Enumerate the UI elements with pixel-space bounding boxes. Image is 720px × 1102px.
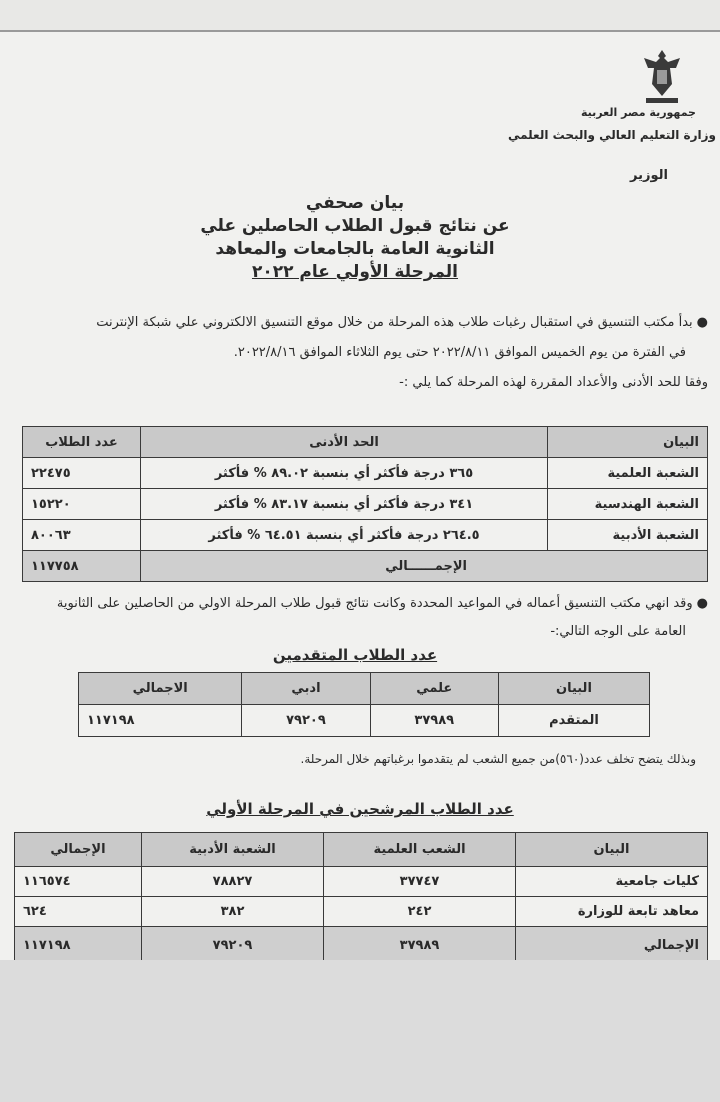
row-total: ٦٢٤ — [15, 897, 142, 927]
title-line-3: الثانوية العامة بالجامعات والمعاهد — [215, 239, 495, 259]
row-science: ٣٧٧٤٧ — [324, 867, 516, 897]
para1-line3-wrap — [12, 368, 708, 398]
col-header-science: علمي — [370, 673, 498, 705]
table-row — [23, 458, 708, 489]
table-total-row — [15, 927, 708, 965]
title-line-4: المرحلة الأولي عام ٢٠٢٢ — [251, 262, 459, 282]
nominees-table — [14, 832, 708, 965]
table-total-row — [23, 551, 708, 582]
minister-label: الوزير — [630, 168, 668, 183]
col-header-min: الحد الأدنى — [141, 427, 548, 458]
col-header-arts: الشعبة الأدبية — [141, 833, 323, 867]
table-row — [15, 867, 708, 897]
row-min-score: ٣٤١ درجة فأكثر أي بنسبة ٨٣.١٧ % فأكثر — [141, 489, 548, 520]
row-science: ٣٧٩٨٩ — [324, 927, 516, 965]
row-label: كليات جامعية — [516, 867, 708, 897]
col-header-arts: ادبي — [242, 673, 370, 705]
row-count: ٨٠٠٦٣ — [23, 520, 141, 551]
row-label: المتقدم — [498, 705, 649, 737]
col-header-count: عدد الطلاب — [23, 427, 141, 458]
table-row — [79, 705, 650, 737]
row-min-score: ٣٦٥ درجة فأكثر أي بنسبة ٨٩.٠٢ % فأكثر — [141, 458, 548, 489]
row-total: ١١٧١٩٨ — [15, 927, 142, 965]
min-scores-table — [22, 426, 708, 582]
table-row — [23, 520, 708, 551]
row-min-score: ٢٦٤.٥ درجة فأكثر أي بنسبة ٦٤.٥١ % فأكثر — [141, 520, 548, 551]
row-arts: ٣٨٢ — [141, 897, 323, 927]
col-header-science: الشعب العلمية — [324, 833, 516, 867]
ministry-line-1: جمهورية مصر العربية — [581, 106, 696, 119]
table-row — [15, 897, 708, 927]
press-release-title — [200, 192, 510, 284]
row-label: الإجمالي — [516, 927, 708, 965]
table-header-row — [15, 833, 708, 867]
para1-line1: بدأ مكتب التنسيق في استقبال رغبات طلاب هذه المرحلة من خلال موقع التنسيق الالكتروني علي شبكة الإنترنت — [96, 315, 693, 330]
col-header-statement: البيان — [498, 673, 649, 705]
row-arts: ٧٩٢٠٩ — [242, 705, 370, 737]
row-count: ١٥٢٢٠ — [23, 489, 141, 520]
row-science: ٣٧٩٨٩ — [370, 705, 498, 737]
table-header-row — [79, 673, 650, 705]
row-label: الشعبة الأدبية — [548, 520, 708, 551]
paragraph-3: وبذلك يتضح تخلف عدد(٥٦٠)من جميع الشعب لم يتقدموا برغباتهم خلال المرحلة. — [300, 752, 696, 766]
row-count: ٢٢٤٧٥ — [23, 458, 141, 489]
applicants-section-title: عدد الطلاب المتقدمين — [272, 646, 438, 664]
paragraph-1 — [12, 308, 708, 398]
eagle-emblem-icon — [640, 46, 684, 106]
background-surface — [0, 960, 720, 1102]
bullet-icon: ● — [696, 315, 708, 330]
col-header-statement: البيان — [516, 833, 708, 867]
para2-line1: وقد انهي مكتب التنسيق أعماله في المواعيد المحددة وكانت نتائج قبول طلاب المرحلة الاولي من الحاصلين على الثانوية — [56, 596, 693, 611]
table-header-row — [23, 427, 708, 458]
applicants-table — [78, 672, 650, 737]
total-value: ١١٧٧٥٨ — [23, 551, 141, 582]
row-label: الشعبة الهندسية — [548, 489, 708, 520]
table-row — [23, 489, 708, 520]
col-header-total: الاجمالي — [79, 673, 242, 705]
paragraph-2 — [12, 590, 708, 646]
col-header-total: الإجمالي — [15, 833, 142, 867]
row-label: معاهد تابعة للوزارة — [516, 897, 708, 927]
para1-line2: في الفترة من يوم الخميس الموافق ٢٠٢٢/٨/١١ حتى يوم الثلاثاء الموافق ٢٠٢٢/٨/١٦. — [233, 345, 686, 360]
col-header-statement: البيان — [548, 427, 708, 458]
nominees-section-title: عدد الطلاب المرشحين في المرحلة الأولي — [206, 800, 514, 818]
para2-line2: العامة على الوجه التالي:- — [550, 624, 686, 639]
row-science: ٢٤٢ — [324, 897, 516, 927]
row-arts: ٧٨٨٢٧ — [141, 867, 323, 897]
total-label: الإجمــــــالي — [141, 551, 708, 582]
row-arts: ٧٩٢٠٩ — [141, 927, 323, 965]
bullet-icon: ● — [696, 596, 708, 611]
row-total: ١١٦٥٧٤ — [15, 867, 142, 897]
para1-line3: وفقا للحد الأدنى والأعداد المقررة لهذه المرحلة كما يلي :- — [399, 375, 708, 390]
row-total: ١١٧١٩٨ — [79, 705, 242, 737]
title-line-1: بيان صحفي — [305, 193, 405, 213]
ministry-line-2: وزارة التعليم العالي والبحث العلمي — [507, 128, 716, 142]
row-label: الشعبة العلمية — [548, 458, 708, 489]
document-page — [0, 30, 720, 960]
title-line-2: عن نتائج قبول الطلاب الحاصلين علي — [200, 216, 510, 236]
